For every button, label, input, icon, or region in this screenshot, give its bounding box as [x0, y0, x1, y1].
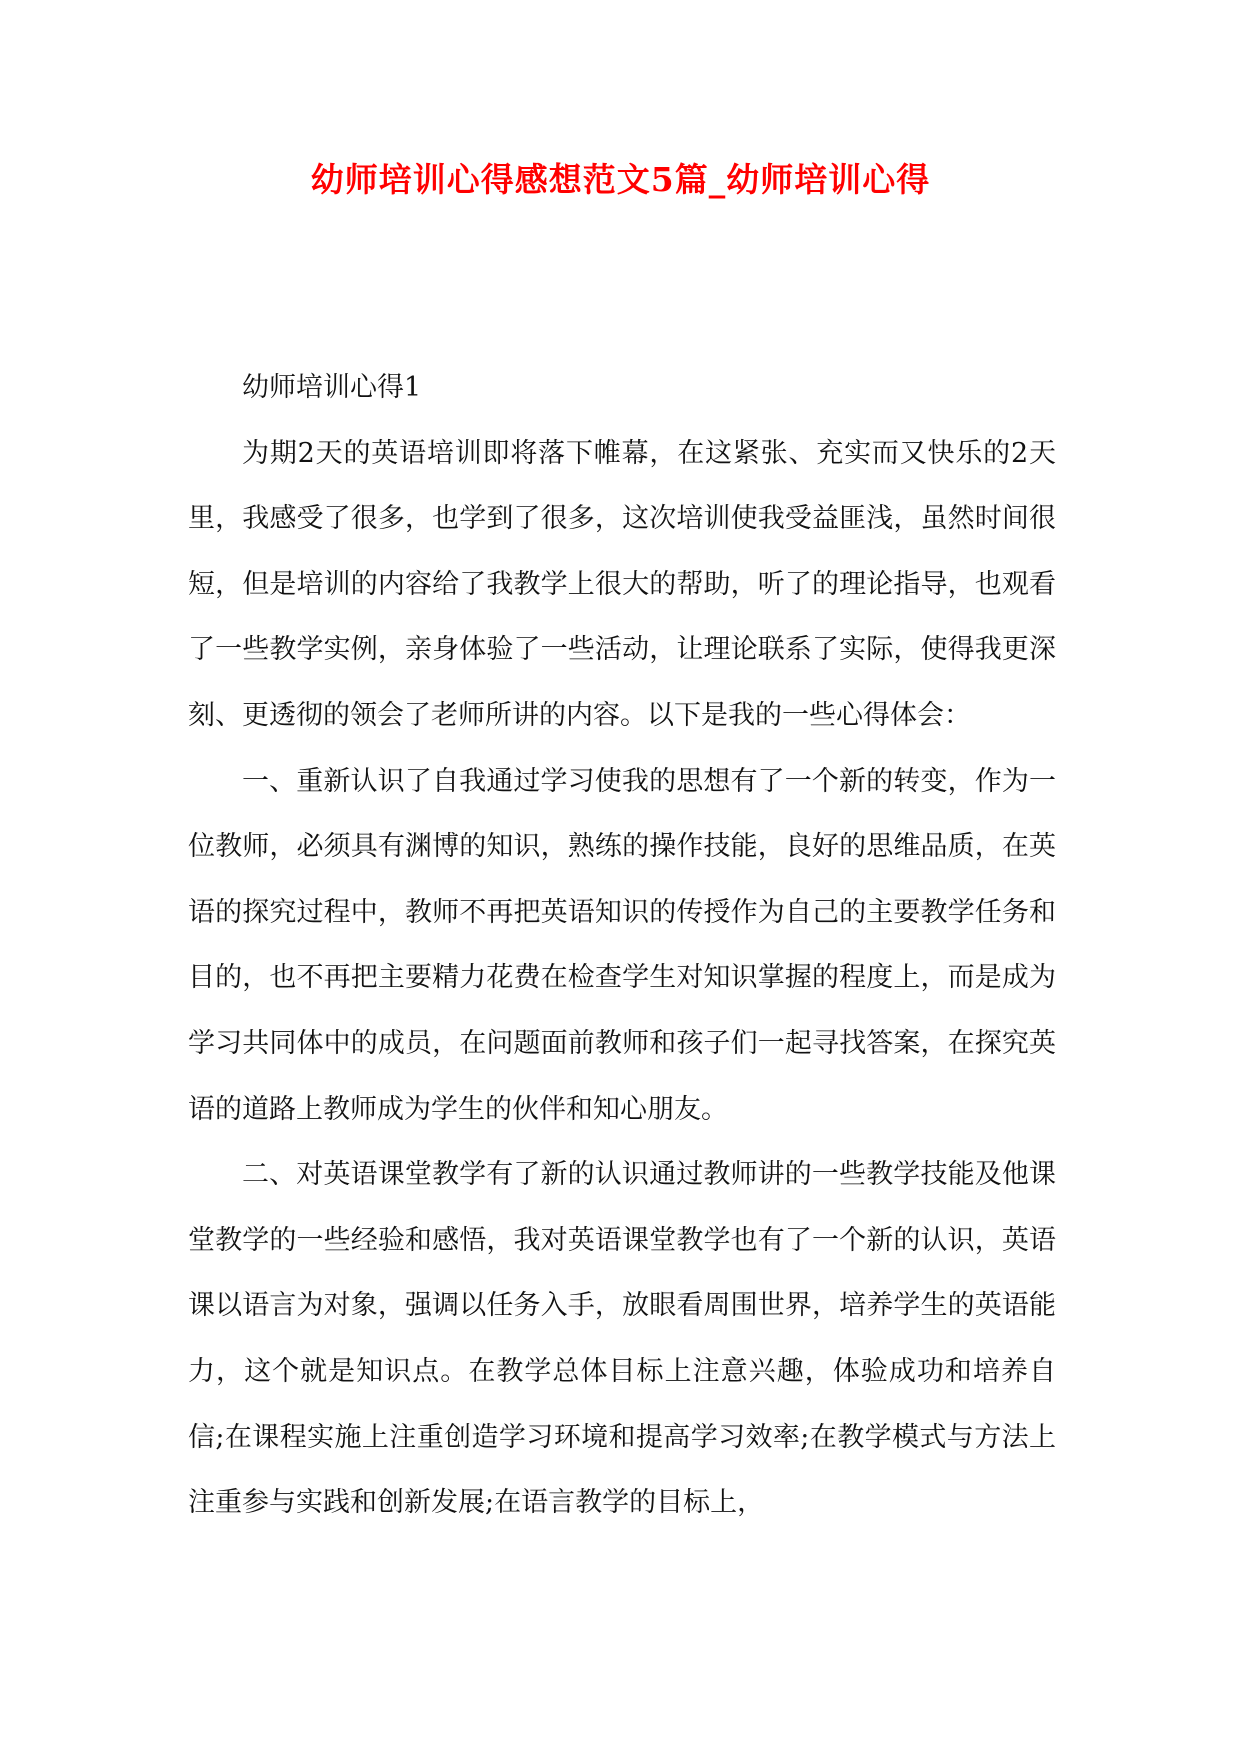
document-body [188, 355, 1056, 1536]
body-paragraph: 为期2天的英语培训即将落下帷幕，在这紧张、充实而又快乐的2天里，我感受了很多，也学到了很多，这次培训使我受益匪浅，虽然时间很短，但是培训的内容给了我教学上很大的帮助，听了的理论指导，也观看了一些教学实例，亲身体验了一些活动，让理论联系了实际，使得我更深刻、更透彻的领会了老师所讲的内容。以下是我的一些心得体会： [188, 437, 1056, 731]
body-paragraph: 二、对英语课堂教学有了新的认识通过教师讲的一些教学技能及他课堂教学的一些经验和感悟，我对英语课堂教学也有了一个新的认识，英语课以语言为对象，强调以任务入手，放眼看周围世界，培养学生的英语能力，这个就是知识点。在教学总体目标上注意兴趣，体验成功和培养自信;在课程实施上注重创造学习环境和提高学习效率;在教学模式与方法上注重参与实践和创新发展;在语言教学的目标上， [188, 1159, 1056, 1519]
document-title: 幼师培训心得感想范文5篇_幼师培训心得 [310, 160, 931, 199]
body-paragraph: 一、重新认识了自我通过学习使我的思想有了一个新的转变，作为一位教师，必须具有渊博的知识，熟练的操作技能，良好的思维品质，在英语的探究过程中，教师不再把英语知识的传授作为自己的主要教学任务和目的，也不再把主要精力花费在检查学生对知识掌握的程度上，而是成为学习共同体中的成员，在问题面前教师和孩子们一起寻找答案，在探究英语的道路上教师成为学生的伙伴和知心朋友。 [188, 765, 1056, 1125]
section-heading: 幼师培训心得1 [242, 372, 422, 403]
